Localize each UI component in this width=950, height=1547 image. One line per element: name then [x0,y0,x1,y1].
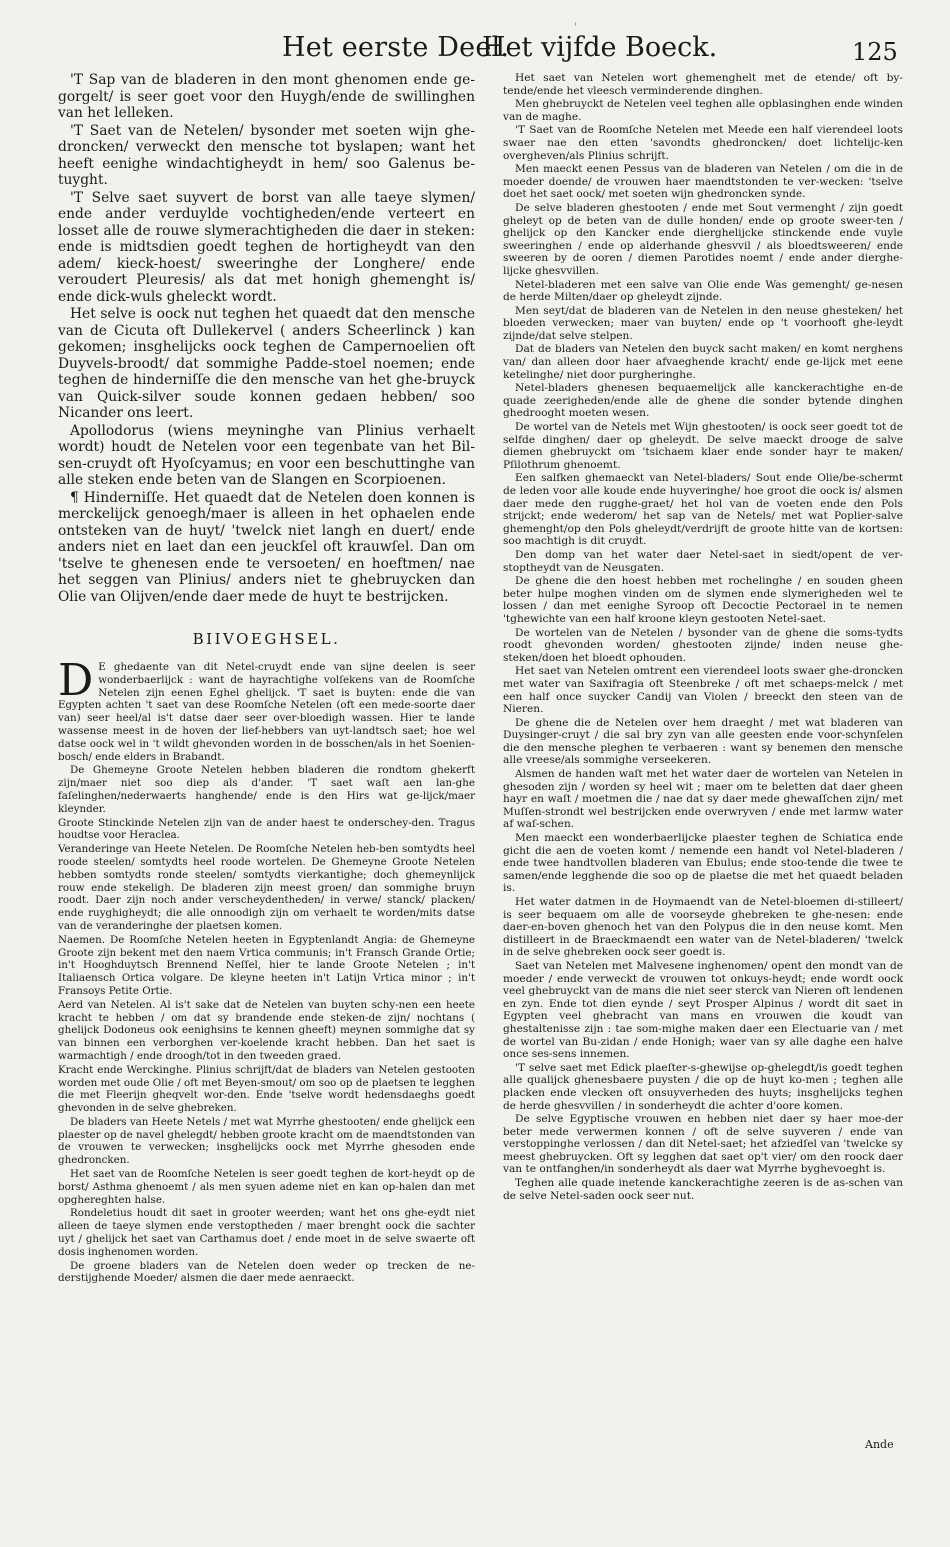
appendix-paragraph: Naemen. De Roomſche Netelen heeten in Egyptenlandt Angia: de Ghemeyne Groote zijn bekent met den naem Vrtica communis; in't Fransch Grande Ortie; in't Hooghduytsch Brennend Neſſel, hier te lande Groote Netelen ; in't Italiaensch Ortica volgare. De kleyne heeten in't Latijn Vrtica minor ; in't Fransoys Petite Ortie. [58,933,475,997]
left-column [58,72,475,1286]
paragraph: 'T selve saet met Edick plaeſter-s-ghewijse op-ghelegdt/is goedt teghen alle qualijck ghenesbaere puysten / die op de huyt ko-men ; teghen alle placken ende vlecken oft onsuyverheden des huyts; insghelijcks teghen de herde ghesvvillen / in sonderheydt die achter d'oore komen. [503,1061,903,1112]
appendix-paragraph: Veranderinge van Heete Netelen. De Roomſche Netelen heb-ben somtydts heel roode steelen/ somtydts heel roode wortelen. De Ghemeyne Groote Netelen hebben somtydts ronde steelen/ somtydts vierkantighe; doch ghemeynlijck rouw ende stekeligh. De bladeren zijn meest groen/ dan sommighe bruyn roodt. Daer zijn noch ander verscheydentheden/ in verwe/ stanck/ placken/ ende ruyghigheydt; die alle onnoodigh zijn om verhaelt te worden/mits datse van de veranderinghe der plaetsen komen. [58,843,475,932]
paragraph: 'T Selve saet suyvert de borst van alle taeye slymen/ ende ander verduylde vochtigheden/ende verteert en losset alle de rouwe slymerachtigheden die daer in steken: ende is midtsdien goedt teghen de hortigheydt van den adem/ kieck-hoest/ sweeringhe der Longhere/ ende veroudert Pleuresis/ als dat met honigh ghemenght is/ ende dick-wuls gheleckt wordt. [58,189,475,305]
paragraph: De ghene die den hoest hebben met rochelinghe / en souden gheen beter hulpe moghen vinden om de slymen ende slymerigheden wel te lossen / dan met eenighe Syroop oft Decoctie Pectorael in te nemen 'tghewichte van een half kroone kleyn gestooten Netel-saet. [503,575,903,625]
right-column [503,72,903,1203]
paragraph: De ghene die de Netelen over hem draeght / met wat bladeren van Duysinger-cruyt / die sal bry zyn van alle geesten ende voor-schynſelen die den mensche pleghen te verbaeren : want sy benemen den mensche alle vreese/als sommighe verseekeren. [503,716,903,767]
paragraph: De selve bladeren ghestooten / ende met Sout vermenght / zijn goedt gheleyt op de beten van de dulle honden/ ende op groote sweer-ten / ghelijck op den Kancker ende dierghelijcke stinckende ende vuyle sweeringhen / ende op alderhande ghesvvil / als bloedtsweeren/ ende sweeren by de ooren / diemen Parotides noemt / ende ander dierghe-lijcke ghesvvillen. [503,201,903,277]
paragraph: Saet van Netelen met Malvesene inghenomen/ opent den mondt van de moeder / ende verweckt de vrouwen tot onkuys-heydt; ende wordt oock veel ghebruyckt van de mans die niet seer sterck van Nieren oft lendenen en zyn. Ende tot dien eynde / seyt Prosper Alpinus / wordt dit saet in Egypten veel ghebracht van mans en vrouwen die koudt van ghestaltenisse zijn : tae som-mighe maken daer een Electuarie van / met de wortel van Bu-zidan / ende Honigh; waer van sy alle daghe een halve once ses-sens innemen. [503,959,903,1061]
paragraph: Alsmen de handen waſt met het water daer de wortelen van Netelen in ghesoden zijn / worden sy heel wit ; maer om te beletten dat daer gheen hayr en waſt / moetmen die / nae dat sy daer mede ghewaſſchen zijn/ met Muſſen-strondt wel bestrijcken ende overwryven / ende met larmw water af waſ-schen. [503,768,903,831]
paragraph: Het saet van Netelen omtrent een vierendeel loots swaer ghe-droncken met water van Saxifragia oft Steenbreke / oft met schaeps-melck / met een half once suycker Candij van Violen / breeckt den steen van de Nieren. [503,665,903,716]
paragraph: Netel-bladeren met een salve van Olie ende Was gemenght/ ge-nesen de herde Milten/daer op gheleydt zijnde. [503,278,903,304]
appendix-paragraph: Rondeletius houdt dit saet in grooter weerden; want het ons ghe-eydt niet alleen de taeye slymen ende verstoptheden / maer brenght oock die sachter uyt / ghelijck het saet van Carthamus doet / ende moet in de selve swaerte oft dosis inghenomen worden. [58,1207,475,1258]
paragraph: De wortel van de Netels met Wijn ghestooten/ is oock seer goedt tot de selfde dinghen/ daer op gheleydt. De selve maeckt drooge de salve diemen ghebruyckt om 'tsichaem klaer ende sonder hayr te maken/ Pſilothrum ghenoemt. [503,421,903,471]
paragraph: Het water datmen in de Hoymaendt van de Netel-bloemen di-stilleert/ is seer bequaem om alle de voorseyde ghebreken te ghe-nesen: ende daer-en-boven ghenoch het van den Polypus die in den neuse komt. Men distilleert in de Braeckmaendt een water van de Netel-bladeren/ 'twelck in de selve ghebreken oock seer goedt is. [503,896,903,959]
appendix-paragraph: De bladers van Heete Netels / met wat Myrrhe ghestooten/ ende ghelijck een plaester op de navel ghelegdt/ hebben groote kracht om de maendtstonden van de vrouwen te verwecken; insghelijcks oock met Myrrhe ghesoden ende ghedroncken. [58,1115,475,1167]
running-head-right: Het vijfde Boeck. [482,32,718,63]
paragraph: 'T Saet van de Roomſche Netelen met Meede een half vierendeel loots swaer nae den etten 'savondts ghedroncken/ doet lichtelijc-ken overgheven/als Plinius schrijft. [503,124,903,162]
paragraph: Netel-bladers ghenesen bequaemelijck alle kanckerachtighe en-de quade zeerigheden/ende alle de ghene die sonder bytende dinghen ghedrooght moeten wesen. [503,382,903,420]
paragraph: Het saet van Netelen wort ghemenghelt met de etende/ oft by-tende/ende het vleesch verminderende dinghen. [503,72,903,97]
paragraph: Teghen alle quade inetende kanckerachtighe zeeren is de as-schen van de selve Netel-saden oock seer nut. [503,1177,903,1202]
page-number: 125 [852,38,898,66]
appendix-paragraph: Kracht ende Werckinghe. Plinius schrijft/dat de bladers van Netelen gestooten worden met oude Olie / oft met Beyen-smout/ om soo op de plaetsen te legghen die met Fleerijn gheqvelt wor-den. Ende 'tselve wordt hedensdaeghs goedt ghevonden in de selve ghebreken. [58,1063,475,1115]
appendix-paragraph: Aerd van Netelen. Al is't sake dat de Netelen van buyten schy-nen een heete kracht te hebben / om dat sy brandende ende steken-de zijn/ nochtans ( ghelijck Dodoneus ook eenighsins te kennen gheeft) meynen sommighe dat sy van binnen een verborghen ver-koelende kracht hebben. Dan het saet is warmachtigh / ende droogh/tot in den tweeden graed. [58,998,475,1062]
paragraph: 'T Saet van de Netelen/ bysonder met soeten wijn ghe-droncken/ verweckt den mensche tot byslapen; want het heeft eenighe windachtigheydt in hem/ soo Galenus be-tuyght. [58,122,475,188]
section-title: BIIVOEGHSEL. [192,630,341,648]
appendix-text [58,655,475,1285]
paragraph: De selve Egyptische vrouwen en hebben niet daer sy haer moe-der beter mede verwermen konnen / oft de selve suyveren / ende van verstoppinghe verlossen / dan dit Netel-saet; het afziedſel van 'twelcke sy meest ghebruycken. Oft sy legghen dat saet op't vier/ om den roock daer van te ontfanghen/in sonderheydt als daer wat Myrrhe byghevoeght is. [503,1113,903,1176]
appendix-paragraph: Groote Stinckinde Netelen zijn van de ander haest te onderschey-den. Tragus houdtse voor Heraclea. [58,816,475,842]
paragraph: Apollodorus (wiens meyninghe van Plinius verhaelt wordt) houdt de Netelen voor een tegenbate van het Bil-sen-cruydt oft Hyoſcyamus; en voor een beschuttinghe van alle steken ende beten van de Slangen en Scorpioenen. [58,422,475,488]
appendix-text-first: E ghedaente van dit Netel-cruydt ende van sijne deelen is seer wonderbaerlijck : want de hayrachtighe volſekens van de Roomſche Netelen zijn eenen Eghel ghelijck. 'T saet is buyten: ende die van Egypten achten 't saet van dese Roomſche Netelen (oft een mede-soorte daer van) seer heel/al is't datse daer seer over-bloedigh wassen. Hier te lande wassense meest in de hoven der lief-hebbers van uyt-landtsch saet; hoe wel datse oock wel in 't wildt ghevonden worden in de bosschen/als in het Soenien-bosch/ ende elders in Brabandt. [58,661,475,763]
paragraph: Een salfken ghemaeckt van Netel-bladers/ Sout ende Olie/be-schermt de leden voor alle koude ende huyveringhe/ hoe groot die oock is/ alsmen daer mede den rugghe-graet/ het hol van de voeten ende den Pols strijckt; ende wederom/ het sap van de Netels/ met wat Poplier-salve ghemenght/op den Pols gheleydt/verdrijft de groote hitte van de kortsen: soo machtigh is dit cruydt. [503,472,903,548]
appendix-paragraph: De Ghemeyne Groote Netelen hebben bladeren die rondtom ghekerft zijn/maer niet soo diep als d'ander. 'T saet waſt aen lan-ghe faſelinghen/nederwaerts hanghende/ ende is den Hirs wat ge-lijck/maer kleynder. [58,764,475,815]
paragraph: Dat de bladers van Netelen den buyck sacht maken/ en komt nerghens van/ dan alleen door haer afvaeghende kracht/ ende ge-lijck met eene ketelinghe/ niet door purgheringhe. [503,343,903,381]
appendix-paragraph: De groene bladers van de Netelen doen weder op trecken de ne-derstijghende Moeder/ alsmen die daer mede aenraeckt. [58,1259,475,1285]
paragraph: Men maeckt een wonderbaerlijcke plaester teghen de Schiatica ende gicht die aen de voeten komt / nemende een handt vol Netel-bladeren / ende twee handtvollen bladeren van Ebulus; ende stoo-tende die twee te samen/ende legghende die soo op de plaetse die met het quaedt beladen is. [503,832,903,895]
paragraph: De wortelen van de Netelen / bysonder van de ghene die soms-tydts roodt ghevonden worden/ ghestooten zijnde/ inden neuse ghe-steken/doen het bloedt ophouden. [503,626,903,664]
paragraph: Den domp van het water daer Netel-saet in siedt/opent de ver-stoptheydt van de Neusgaten. [503,548,903,574]
main-text [58,72,475,605]
paragraph: 'T Sap van de bladeren in den mont ghenomen ende ge-gorgelt/ is seer goet voor den Huygh/ende de swillinghen van het lelleken. [58,72,475,121]
paragraph: Het selve is oock nut teghen het quaedt dat den mensche van de Cicuta oft Dullekervel ( anders Scheerlinck ) kan gekomen; insghelijcks oock teghen de Campernoelien oft Duyvels-broodt/ dat sommighe Padde-stoel noemen; ende teghen de hinderniſſe die den mensche van het ghe-bruyck van Quick-silver soude konnen gedaen hebben/ soo Nicander ons leert. [58,306,475,421]
page-header [0,18,950,72]
paragraph: Men maeckt eenen Pessus van de bladeren van Netelen / om die in de moeder doende/ de vrouwen haer maendtstonden te ver-wecken: 'tselve doet het saet oock/ met soeten wijn ghedroncken synde. [503,163,903,201]
paragraph: ¶ Hinderniſſe. Het quaedt dat de Netelen doen konnen is merckelijck genoegh/maer is alleen in het ophaelen ende ontsteken van de huyt/ 'twelck niet langh en duert/ ende anders niet en laet dan een jeuckſel oft krauwſel. Dan om 'tselve te ghenesen ende te versoeten/ en hoeftmen/ nae het seggen van Plinius/ anders niet te ghebruycken dan Olie van Olijven/ende daer mede de huyt te bestrijcken. [58,489,475,605]
appendix-paragraph [58,655,475,763]
paragraph: Men seyt/dat de bladeren van de Netelen in den neuse ghesteken/ het bloeden verwecken; maer van buyten/ ende op 't voorhooft ghe-leydt zijnde/dat selve stelpen. [503,304,903,342]
paragraph: Men ghebruyckt de Netelen veel teghen alle opblasinghen ende winden van de maghe. [503,98,903,123]
appendix-paragraph: Het saet van de Roomſche Netelen is seer goedt teghen de kort-heydt op de borst/ Asthma ghenoemt / als men syuen ademe niet en kan op-halen dan met opghereghten halse. [58,1168,475,1206]
top-mark: ' [574,22,577,33]
catchword: Ande [865,1438,894,1451]
running-head-left: Het eerste Deel. [282,32,510,63]
drop-cap: D [58,655,94,706]
